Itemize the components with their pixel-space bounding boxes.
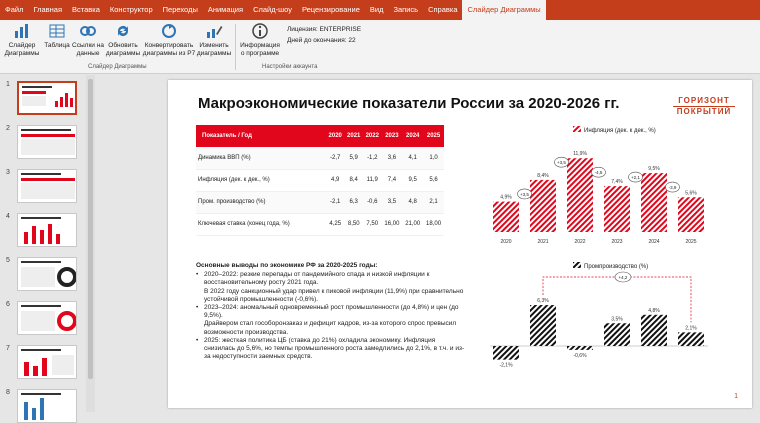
data-label: -0,6% (573, 352, 587, 359)
bar-industry (641, 315, 667, 346)
slider-label: Слайдер Диаграммы (4, 42, 40, 57)
slide-thumbnail[interactable] (17, 257, 77, 291)
delta-label: +2,1 (631, 175, 640, 181)
conclusion-item: • 2020–2022: резкие перепады от пандемийного спада и низкой инфляции к восстановительному росту 2021 года. (196, 271, 466, 287)
delta-label: -3,9 (668, 185, 677, 191)
edit-chart-icon (205, 22, 223, 40)
table-cell: 21,00 (402, 213, 423, 235)
table-header-cell: 2021 (344, 125, 363, 147)
table-cell: 5,6 (423, 169, 444, 191)
data-label: 5,6% (685, 190, 697, 197)
convert-icon (160, 22, 178, 40)
tab-slideshow[interactable]: Слайд-шоу (253, 5, 292, 14)
bar-industry (567, 346, 593, 350)
thumb-preview (18, 214, 77, 247)
table-cell: -1,2 (363, 147, 382, 169)
table-cell: Ключевая ставка (конец года, %) (196, 213, 326, 235)
table-cell: 7,50 (363, 213, 382, 235)
tab-view[interactable]: Вид (369, 5, 384, 14)
company-logo (673, 96, 735, 116)
thumb-preview (19, 83, 77, 115)
link-icon (79, 22, 97, 40)
bar-inflation (493, 202, 519, 232)
thumb-number: 6 (6, 301, 10, 308)
table-header-cell: 2020 (326, 125, 345, 147)
table-icon (48, 22, 66, 40)
table-cell: 7,4 (382, 169, 403, 191)
x-tick-label: 2025 (685, 239, 697, 245)
data-label: 4,9% (500, 194, 512, 201)
group-label-slider: Слайдер Диаграммы (88, 64, 147, 70)
thumb-preview (18, 346, 77, 379)
table-row (196, 191, 444, 213)
legend-swatch (573, 262, 581, 268)
table-header-cell: 2024 (402, 125, 423, 147)
program-info-label: Информация о программе (240, 42, 280, 57)
program-info-button[interactable] (238, 22, 282, 57)
table-cell: 9,5 (402, 169, 423, 191)
table-cell: 11,9 (363, 169, 382, 191)
inflation-chart (493, 126, 704, 245)
slide-thumbnail[interactable] (17, 169, 77, 203)
indicators-table (196, 125, 444, 236)
ribbon-tab-bar (0, 0, 760, 20)
table-cell: 4,1 (402, 147, 423, 169)
thumb-number: 2 (6, 125, 10, 132)
conclusions-text (196, 262, 466, 361)
table-cell: -2,7 (326, 147, 345, 169)
tab-file[interactable]: Файл (5, 5, 24, 14)
x-tick-label: 2020 (500, 239, 512, 245)
slide-thumbnails-panel (0, 75, 86, 412)
logo-line-2: ПОКРЫТИЙ (673, 106, 735, 116)
table-cell: Инфляция (дек. к дек., %) (196, 169, 326, 191)
bar-inflation (604, 186, 630, 232)
days-left-text: Дней до окончания: 22 (287, 37, 356, 44)
bar-industry (604, 323, 630, 346)
data-label: 11,9% (573, 151, 587, 158)
table-cell: 18,00 (423, 213, 444, 235)
x-tick-label: 2022 (574, 239, 586, 245)
table-cell: 1,0 (423, 147, 444, 169)
thumb-preview (18, 302, 77, 335)
data-label: -2,1% (499, 362, 513, 369)
ribbon (0, 20, 760, 74)
data-label: 8,4% (537, 172, 549, 179)
delta-label: +3,5 (520, 191, 529, 197)
logo-line-1: ГОРИЗОНТ (678, 96, 730, 105)
thumb-number: 4 (6, 213, 10, 220)
thumbnail-scrollbar[interactable] (86, 75, 95, 412)
tab-chart-slider[interactable]: Слайдер Диаграммы (462, 0, 545, 20)
thumb-number: 5 (6, 257, 10, 264)
slide-title: Макроэкономические показатели России за 2020-2026 гг. (198, 95, 620, 112)
slide-thumbnail[interactable] (17, 345, 77, 379)
legend-label: Промпроизводство (%) (584, 264, 649, 270)
thumb-preview (18, 170, 77, 203)
thumb-number: 3 (6, 169, 10, 176)
tab-transitions[interactable]: Переходы (162, 5, 198, 14)
table-cell: 5,9 (344, 147, 363, 169)
data-label: 7,4% (611, 179, 623, 186)
table-button[interactable] (42, 22, 72, 50)
delta-label: +4,2 (618, 275, 628, 280)
bar-industry (493, 346, 519, 360)
legend-label: Инфляция (дек. к дек., %) (584, 128, 656, 134)
x-tick-label: 2023 (611, 239, 623, 245)
data-label: 4,8% (648, 307, 660, 314)
slider-icon (13, 22, 31, 40)
x-tick-label: 2024 (648, 239, 660, 245)
conclusion-text: В 2022 году санкционный удар привел к пиковой инфляции (11,9%) при сравнительно устойчивой промышленности (-0,6%). (204, 287, 464, 303)
table-cell: 4,8 (402, 191, 423, 213)
data-label: 3,5% (611, 316, 623, 323)
refresh-icon (114, 22, 132, 40)
tab-record[interactable]: Запись (393, 5, 419, 14)
legend-swatch (573, 126, 581, 132)
refresh-charts-label: Обновить диаграммы (105, 42, 141, 57)
x-tick-label: 2021 (537, 239, 549, 245)
table-cell: 3,6 (382, 147, 403, 169)
table-row (196, 169, 444, 191)
slider-button[interactable] (2, 22, 42, 57)
thumb-number: 7 (6, 345, 10, 352)
group-label-account: Настройки аккаунта (262, 64, 318, 70)
table-cell: 4,25 (326, 213, 345, 235)
table-cell: Динамика ВВП (%) (196, 147, 326, 169)
delta-label: -4,5 (594, 170, 603, 176)
data-links-label: Ссылки на данные (72, 42, 104, 57)
data-label: 6,3% (537, 298, 549, 305)
table-cell: -2,1 (326, 191, 345, 213)
table-cell: 2,1 (423, 191, 444, 213)
slide-canvas[interactable] (168, 80, 752, 408)
conclusion-item: • 2025: жесткая политика ЦБ (ставка до 21%) охладила экономику. Инфляция снизилась до 5,6%, но темпы промышленного роста замедлились до 2,1%, в т.ч. и из-за недоступности заемных средств. (196, 337, 466, 362)
table-cell: Пром. производство (%) (196, 191, 326, 213)
info-icon (251, 22, 269, 40)
table-header-row (196, 125, 444, 147)
conclusions-heading: Основные выводы по экономике РФ за 2020-2025 годы: (196, 262, 378, 269)
data-label: 2,1% (685, 325, 697, 332)
bar-inflation (530, 180, 556, 232)
edit-charts-label: Изменить диаграммы (196, 42, 232, 57)
table-row (196, 147, 444, 169)
table-cell: -0,6 (363, 191, 382, 213)
tab-design[interactable]: Конструктор (109, 5, 153, 14)
slide-thumbnail[interactable] (17, 125, 77, 159)
table-row (196, 213, 444, 235)
bar-industry (678, 332, 704, 346)
scrollbar-thumb[interactable] (88, 79, 93, 379)
delta-label: +3,5 (557, 160, 566, 166)
tab-home[interactable]: Главная (33, 5, 62, 14)
edit-charts-button[interactable] (196, 22, 232, 57)
table-header-cell: 2023 (382, 125, 403, 147)
bar-inflation (678, 197, 704, 232)
thumb-preview (18, 126, 77, 159)
table-header-cell: 2022 (363, 125, 382, 147)
slide-thumbnail[interactable] (17, 301, 77, 335)
conclusion-item: • 2023–2024: аномальный одновременный рост промышленности (до 4,8%) и цен (до 9,5%). (196, 304, 466, 320)
table-cell: 16,00 (382, 213, 403, 235)
charts-area (478, 124, 748, 404)
data-links-button[interactable] (72, 22, 104, 57)
table-header-cell: Показатель / Год (196, 125, 326, 147)
slide-thumbnail[interactable] (17, 389, 77, 423)
bar-inflation (641, 173, 667, 232)
table-cell: 8,50 (344, 213, 363, 235)
industry-chart (490, 262, 708, 369)
convert-charts-label: Конвертировать диаграммы из P7 (142, 42, 196, 57)
thumb-number: 1 (6, 81, 10, 88)
data-label: 9,5% (648, 166, 660, 173)
thumb-number: 8 (6, 389, 10, 396)
conclusion-text: Драйвером стал гособоронзаказ и дефицит кадров, из-за которого спрос превысил возможности производства. (204, 320, 457, 336)
license-text: Лицензия: ENTERPRISE (287, 26, 362, 33)
table-cell: 3,5 (382, 191, 403, 213)
table-cell: 4,9 (326, 169, 345, 191)
bar-inflation (567, 158, 593, 232)
bar-industry (530, 305, 556, 346)
table-cell: 6,3 (344, 191, 363, 213)
slide-thumbnail[interactable] (17, 81, 77, 115)
refresh-charts-button[interactable] (104, 22, 142, 57)
thumb-preview (18, 390, 77, 423)
thumb-preview (18, 258, 77, 291)
table-cell: 8,4 (344, 169, 363, 191)
tab-insert[interactable]: Вставка (72, 5, 100, 14)
tab-animations[interactable]: Анимация (207, 5, 244, 14)
ribbon-separator (235, 24, 236, 70)
table-header-cell: 2025 (423, 125, 444, 147)
page-number: 1 (734, 393, 738, 400)
convert-charts-button[interactable] (142, 22, 196, 57)
tab-review[interactable]: Рецензирование (301, 5, 360, 14)
table-label: Таблица (44, 42, 70, 49)
tab-help[interactable]: Справка (428, 5, 458, 14)
slide-thumbnail[interactable] (17, 213, 77, 247)
